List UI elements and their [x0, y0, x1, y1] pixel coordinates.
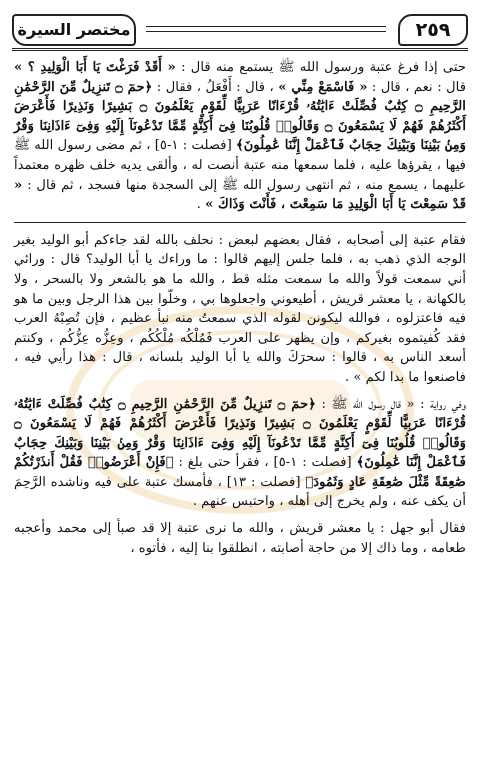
header-divider: [146, 26, 386, 32]
body-text: يستمع منه قال :: [175, 60, 279, 75]
body-text: وفي رواية : « قال رسول الله: [347, 396, 466, 412]
section-divider: [14, 222, 466, 225]
body-text: .: [196, 197, 206, 213]
paragraph: [14, 395, 466, 513]
quoted-text: ﴿فَإِنْ أَعْرَضُوا۟ فَقُلْ أَنذَرْتُكُمْ صَٰعِقَةً مِّثْلَ صَٰعِقَةِ عَادٍ وَثَمُودَ﴾: [14, 455, 466, 490]
body-text: فقال أبو جهل : يا معشر قريش ، والله ما نرى عتبة إلا قد صبأ إلى محمد وأعجبه طعامه ، وما ذاك إلا من حاجة أصابته ، انطلقوا بنا إليه ، فأتوه ،: [14, 521, 466, 556]
body-text: [فصلت : ١٣] ، فأمسك عتبة على فيه وناشده الرَّحِمَ أن يكف عنه ، ولم يخرج إلى أهله ، واحتبس عنهم .: [14, 474, 466, 510]
quoted-text: « أَقَدْ فَرَغْتَ يَا أَبَا الْوَلِيدِ ؟ »: [14, 60, 176, 75]
body-text: إلى السجدة منها فسجد ، ثم قال :: [22, 177, 223, 193]
body-text: ، قال : أَفْعَلُ ، فقال :: [152, 79, 279, 95]
page-number: ٢٥٩: [398, 14, 468, 46]
quoted-text: « فَاسْمَعْ مِنِّي »: [278, 79, 368, 95]
body-text: حتى إذا فرغ عتبة ورسول الله: [294, 60, 467, 75]
salutation-glyph: ﷺ: [222, 177, 238, 193]
page-body: [14, 58, 466, 780]
quoted-text: ﴿حمٓ ۝ تَنزِيلٌ مِّنَ الرَّحْمَٰنِ الرَّحِيمِ ۝ كِتَٰبٌ فُصِّلَتْ ءَايَٰتُهُۥ قُرْءَانًا عَرَبِيًّا لِّقَوْمٍ يَعْلَمُونَ ۝ بَشِيرًا وَنَذِيرًا فَأَعْرَضَ أَكْثَرُهُمْ فَهُمْ لَا يَسْمَعُونَ ۝ وَقَالُوا۟ قُلُوبُنَا فِىٓ أَكِنَّةٍ مِّمَّا تَدْعُونَآ إِلَيْهِ وَفِىٓ ءَاذَانِنَا وَقْرٌ وَمِنۢ بَيْنِنَا وَبَيْنِكَ حِجَابٌ فَٱعْمَلْ إِنَّنَا عَٰمِلُونَ﴾: [14, 79, 466, 154]
body-text: [فصلت : ١-٥] ، فقرأ حتى بلغ :: [173, 455, 357, 471]
paragraph: [14, 231, 466, 388]
paragraph: [14, 519, 466, 558]
body-text: :: [315, 396, 332, 412]
salutation-glyph: ﷺ: [278, 60, 295, 75]
paragraph: [14, 58, 466, 215]
salutation-glyph: ﷺ: [331, 396, 348, 412]
running-title: مختصر السيرة: [12, 14, 136, 46]
body-text: فيها ، يقرؤها عليه ، فلما سمعها منه عتبة أنصت له ، وألقى يديه خلف ظهره معتمداً عليهما ، يسمع منه ، ثم انتهى رسول الله: [14, 157, 466, 193]
body-text: فقام عتبة إلى أصحابه ، فقال بعضهم لبعض : نحلف بالله لقد جاءكم أبو الوليد بغير الوجه الذي ذهب به ، فلما جلس إليهم قالوا : ما وراءك يا أبا الوليد؟ قال : ورائي أني سمعت قولاً والله ما سمعت مثله قط ، والله ما هو بالشعر ولا بالسحر ، ولا بالكهانة ، يا معشر قريش ، أطيعوني واجعلوها بي ، وخلّوا بين هذا الرجل وبين ما هو فيه فاعتزلوه ، فوالله ليكونن لقوله الذي سمعتُ منه نبأ عظيم ، فإن تُصِبْهُ العرب فقد كُفيتموه بغيركم ، وإن يظهر على العرب فَمُلْكُه مُلْكُكُم ، وعِزُّه عِزُّكُم ، وكنتم أسعد الناس به ، قالوا : سحرَكَ والله يا أبا الوليد بلسانه ، قال : هذا رأيي فيه ، فاصنعوا ما بدا لكم » .: [14, 232, 466, 385]
body-text: قال : نعم ، قال :: [367, 79, 467, 95]
salutation-glyph: ﷺ: [14, 138, 30, 154]
page-header: [12, 14, 468, 51]
body-text: [فصلت : ١-٥] ، ثم مضى رسول الله: [29, 138, 237, 154]
quoted-text: « قَدْ سَمِعْتَ يَا أَبَا الْوَلِيدِ مَا سَمِعْتَ ، فَأَنْتَ وَذَاكَ »: [14, 177, 466, 213]
quoted-text: ﴿حمٓ ۝ تَنزِيلٌ مِّنَ الرَّحْمَٰنِ الرَّحِيمِ ۝ كِتَٰبٌ فُصِّلَتْ ءَايَٰتُهُۥ قُرْءَانًا عَرَبِيًّا لِّقَوْمٍ يَعْلَمُونَ ۝ بَشِيرًا وَنَذِيرًا فَأَعْرَضَ أَكْثَرُهُمْ فَهُمْ لَا يَسْمَعُونَ ۝ وَقَالُوا۟ قُلُوبُنَا فِىٓ أَكِنَّةٍ مِّمَّا تَدْعُونَآ إِلَيْهِ وَفِىٓ ءَاذَانِنَا وَقْرٌ وَمِنۢ بَيْنِنَا وَبَيْنِكَ حِجَابٌ فَٱعْمَلْ إِنَّنَا عَٰمِلُونَ﴾: [14, 396, 466, 471]
